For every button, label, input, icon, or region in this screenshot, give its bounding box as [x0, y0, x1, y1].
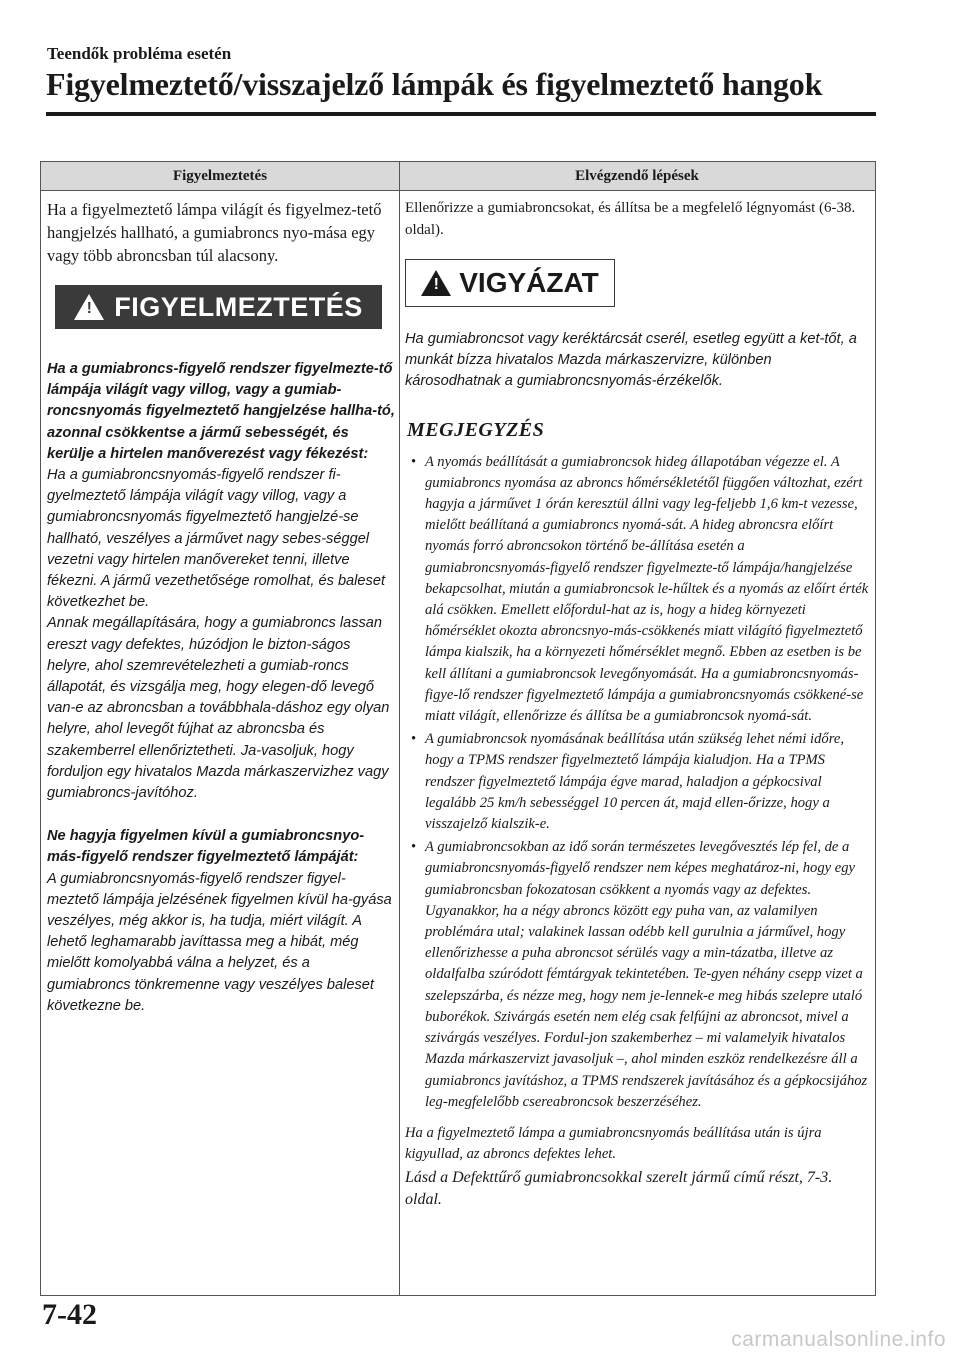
table-header [41, 162, 875, 191]
column-divider [399, 162, 400, 1295]
note-heading: MEGJEGYZÉS [407, 418, 545, 441]
warning2-heading: Ne hagyja figyelmen kívül a gumiabroncsnyo-más-figyelő rendszer figyelmeztető lámpáját: [47, 828, 365, 866]
warning-banner-label: FIGYELMEZTETÉS [114, 291, 363, 322]
note-item: • A gumiabroncsokban az idő során természetes levegővesztés lép fel, de a gumiabroncsnyomás-figyelő rendszer nem képes meghatároz-ni, hogy egy gumiabroncsban fokozatosan csökkent a nyomás vagy az defektes. Ugyanakkor, ha a négy abroncs között egy puha van, az valamilyen problémára utal; valakinek lassan odébb kell gurulnia a járművel, hogy ellenőrizhesse a puha abroncsot sérülés vagy a min-tázatba, illetve az oldalfalba szúródott fémtárgyak tekintetében. Te-gyen néhány csepp vizet a szelepszárba, és nézze meg, hogy nem je-lennek-e meg hibás szelepre utaló buborékok. Szivárgás esetén nem elég csak felfújni az abroncsot, mivel a szivárgás veszélyes. Fordul-jon szakemberhez – mi valamelyik hivatalos Mazda márkaszervizt javasoljuk –, ahol minden eszköz rendelkezésre áll a gumiabroncs javításhoz, a TPMS rendszerek javításához és a gépkocsijához leg-megfelelőbb csereabroncsok beszerzéséhez. [411, 839, 868, 1110]
column-header-warning: Figyelmeztetés [172, 168, 268, 184]
note-item: • A gumiabroncsok nyomásának beállítása után szükség lehet némi időre, hogy a TPMS rendszer figyelmeztető lámpája kialudjon. Ha a TPMS rendszer figyelmeztető lámpája égve marad, haladjon a gépkocsival legalább 25 km/h sebességgel 10 percen át, majd ellen-őrizze, hogy a visszajelző kialszik-e. [411, 731, 844, 833]
warning-table [40, 161, 876, 1296]
warning1-body-2: Annak megállapítására, hogy a gumiabroncs lassan ereszt vagy defektes, húzódjon le bizton-ságos helyre, ahol szemrevételezheti a gumiab-roncs állapotát, és vizsgálja meg, hogy elegen-dő levegő van-e az abroncsban a továbbhala-dáshoz egy olyan helyre, ahol levegőt fújhat az abroncsba és szakemberrel ellenőriztetheti. Ja-vasoljuk, hogy forduljon egy hivatalos Mazda márkaszervizhez vagy gumiabroncs-javítóhoz. [47, 615, 390, 802]
warning-banner [55, 285, 382, 329]
caution-text: Ha gumiabroncsot vagy keréktárcsát cserél, esetleg együtt a ket-tőt, a munkát bízza hivatalos Mazda márkaszervizre, különben károsodhatnak a gumiabroncsnyomás-érzékelők. [405, 331, 857, 390]
warning-cell [47, 198, 395, 1017]
caution-triangle-icon: ! [421, 270, 451, 296]
watermark: carmanualsonline.info [731, 1328, 946, 1351]
title-rule [46, 112, 876, 116]
column-header-steps: Elvégzendő lépések [575, 168, 699, 184]
warning-triangle-icon: ! [74, 294, 104, 320]
page-number: 7-42 [42, 1298, 97, 1331]
caution-banner-label: VIGYÁZAT [459, 267, 599, 298]
note-item: • A nyomás beállítását a gumiabroncsok hideg állapotában végezze el. A gumiabroncs nyomása az abroncs hőmérsékletétől függően változhat, ezért hagyja a járművet 1 órán keresztül állni vagy leg-feljebb 1,6 km-t vezesse, mielőtt beállítaná a gumiabroncs nyomá-sát. A hideg abroncsra előírt nyomás forró abroncsokon történő be-állítása esetén a gumiabroncsnyomás-figyelő rendszer figyelmezte-tő lámpája/hangjelzése bekapcsolhat, miután a gumiabroncsok le-hűltek és a nyomás az előírt érték alá csökken. Emellett előfordul-hat az is, hogy a hideg környezeti hőmérséklet okozta abroncsnyo-más-csökkenés miatt világító figyelmeztető lámpa kialszik, ha a környezeti hőmérséklet megnő. Ebben az esetben is be kell állítani a gumiabroncsok levegőnyomását. Ha a gumiabroncsnyomás-figye-lő rendszer figyelmeztető lámpája a gumiabroncsnyomás csökkené-se miatt világít, ellenőrizze és állítsa be a gumiabroncsok nyomá-sát. [411, 453, 869, 725]
steps-intro: Ellenőrizze a gumiabroncsokat, és állítsa be a megfelelő légnyomást (6-38. oldal). [405, 200, 856, 238]
note-list [405, 452, 869, 1113]
warning1-body: Ha a gumiabroncsnyomás-figyelő rendszer fi-gyelmeztető lámpája világít vagy villog, vagy a gumiabroncsnyomás figyelmeztető hangjelzé-se hallható, veszélyes a járművet nagy sebes-séggel vezetni vagy hirtelen manővereket tenni, illetve fékezni. A jármű vezethetősége romolhat, és baleset következhet be. [47, 467, 386, 611]
steps-cell [405, 198, 869, 1211]
page-title: Figyelmeztető/visszajelző lámpák és figyelmeztető hangok [46, 66, 823, 102]
note-end: Ha a figyelmeztető lámpa a gumiabroncsnyomás beállítása után is újra kigyullad, az abroncs defektes lehet. [405, 1124, 822, 1163]
warning1-heading: Ha a gumiabroncs-figyelő rendszer figyelmezte-tő lámpája világít vagy villog, vagy a gumiab-roncsnyomás figyelmeztető hangjelzése hallha-tó, azonnal csökkentse a jármű sebességét, és kerülje a hirtelen manőverezést vagy fékezést: [47, 361, 395, 462]
section-label: Teendők probléma esetén [47, 44, 232, 63]
warning2-body: A gumiabroncsnyomás-figyelő rendszer figyel-meztető lámpája jelzésének figyelmen kívül ha-gyása veszélyes, még akkor is, ha tudja, miért világít. A lehető leghamarabb javíttassa meg a hibát, még mielőtt komolyabbá válna a helyzet, és a gumiabroncs tönkremenne vagy veszélyes baleset következne be. [47, 870, 392, 1014]
note-reference: Lásd a Defekttűrő gumiabroncsokkal szerelt jármű című részt, 7-3. oldal. [405, 1169, 833, 1209]
caution-banner [405, 259, 615, 307]
condition-text: Ha a figyelmeztető lámpa világít és figyelmez-tető hangjelzés hallható, a gumiabroncs nyo-mása egy vagy több abroncsban túl alacsony. [47, 200, 382, 265]
